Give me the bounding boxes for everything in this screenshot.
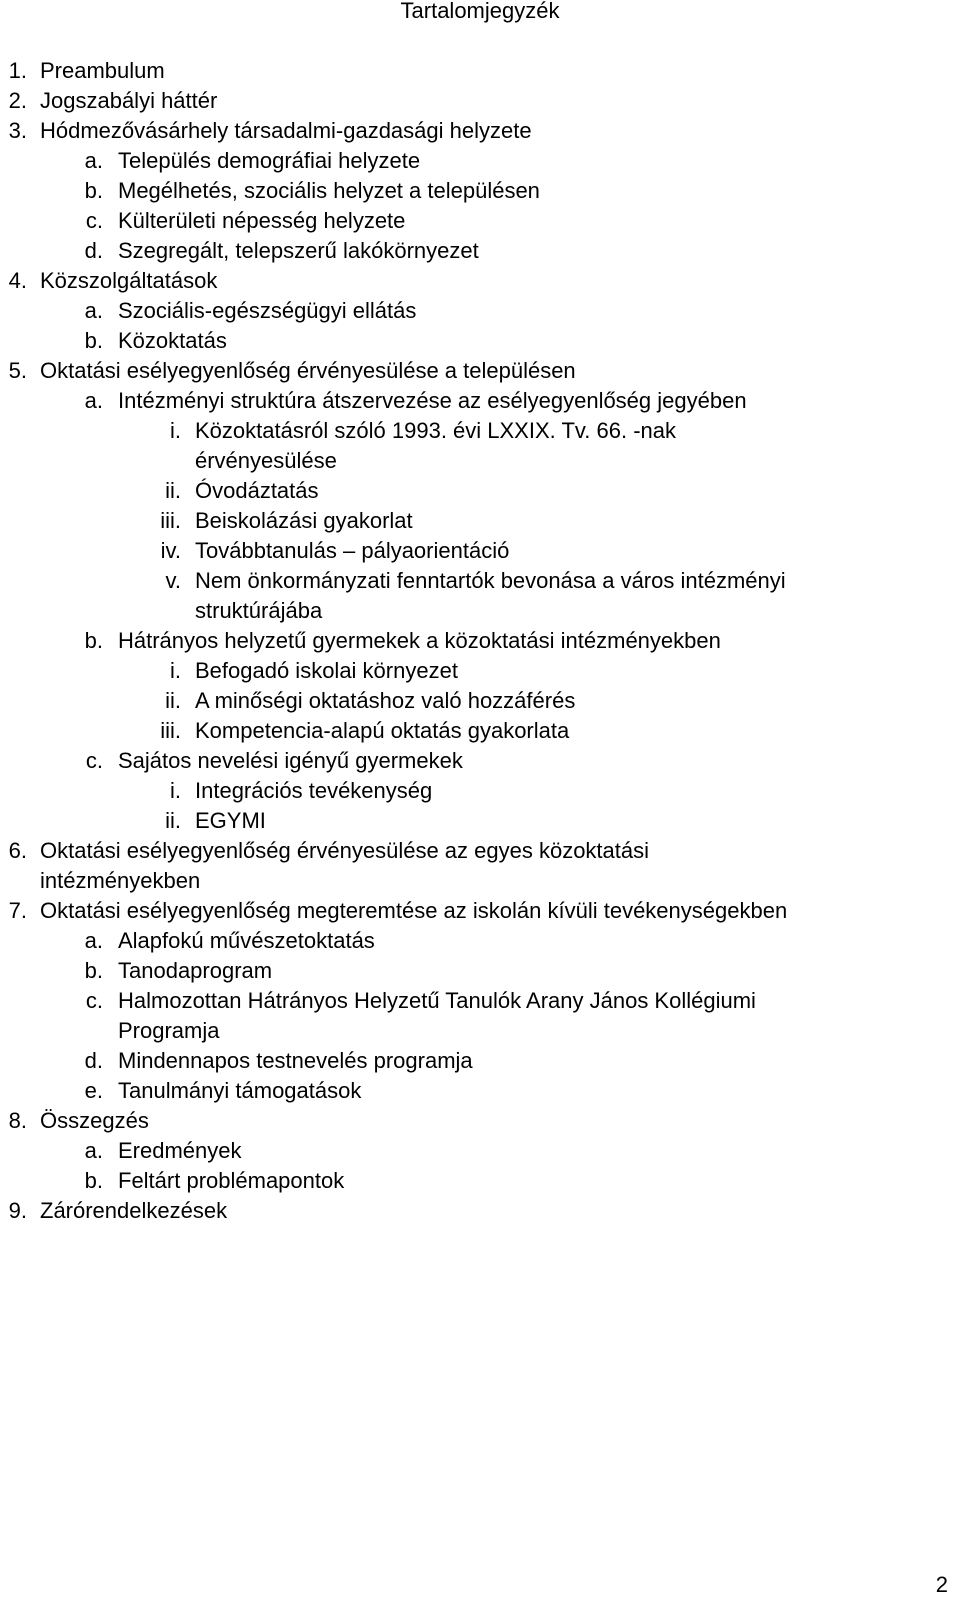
toc-entry-number: a. (84, 388, 103, 413)
toc-entry-title-line: Mindennapos testnevelés programja (118, 1048, 473, 1073)
toc-entry-number: 4. (8, 268, 27, 293)
toc-entry[interactable] (0, 716, 960, 746)
toc-entry-number: 8. (8, 1108, 27, 1133)
toc-entry-title-line: Kompetencia-alapú oktatás gyakorlata (195, 718, 570, 743)
table-of-contents (0, 56, 960, 1226)
toc-entry-number: a. (84, 148, 103, 173)
toc-entry-number: iii. (160, 508, 181, 533)
toc-entry-title-line: Óvodáztatás (195, 478, 319, 503)
toc-entry[interactable] (0, 656, 960, 686)
toc-entry-title (118, 1046, 473, 1076)
toc-entry-title (40, 1106, 149, 1136)
toc-entry[interactable] (0, 806, 960, 836)
toc-entry-title-line: Nem önkormányzati fenntartók bevonása a város intézményi (195, 568, 786, 593)
toc-entry[interactable] (0, 1166, 960, 1196)
toc-entry-number: e. (84, 1078, 103, 1103)
toc-entry-title (118, 1136, 242, 1166)
toc-entry[interactable] (0, 206, 960, 236)
toc-entry-number: b. (84, 328, 103, 353)
toc-entry[interactable] (0, 266, 960, 296)
toc-entry-title (195, 566, 786, 626)
toc-entry-title (195, 476, 319, 506)
toc-entry-title-line: Továbbtanulás – pályaorientáció (195, 538, 510, 563)
toc-entry[interactable] (0, 566, 960, 626)
toc-entry-number: iv. (160, 538, 181, 563)
toc-entry[interactable] (0, 956, 960, 986)
toc-entry-number: 9. (8, 1198, 27, 1223)
toc-entry-title-line: Külterületi népesség helyzete (118, 208, 406, 233)
toc-entry[interactable] (0, 296, 960, 326)
toc-entry-title (118, 146, 420, 176)
toc-entry[interactable] (0, 326, 960, 356)
toc-entry[interactable] (0, 836, 960, 896)
toc-entry[interactable] (0, 1196, 960, 1226)
toc-entry-title-line: Zárórendelkezések (40, 1198, 228, 1223)
toc-entry-title (40, 836, 649, 896)
toc-entry-title (118, 386, 747, 416)
toc-entry-title-line: Programja (118, 1018, 220, 1043)
toc-entry-title (195, 716, 569, 746)
toc-entry-number: iii. (160, 718, 181, 743)
toc-entry-title (195, 506, 413, 536)
toc-entry-title (118, 326, 227, 356)
toc-entry-title-line: Szociális-egészségügyi ellátás (118, 298, 417, 323)
toc-entry[interactable] (0, 416, 960, 476)
toc-entry-title-line: Oktatási esélyegyenlőség érvényesülése az egyes közoktatási (40, 838, 650, 863)
toc-entry-title-line: Halmozottan Hátrányos Helyzetű Tanulók Arany János Kollégiumi (118, 988, 756, 1013)
toc-entry-title (195, 656, 458, 686)
toc-entry[interactable] (0, 776, 960, 806)
toc-entry[interactable] (0, 146, 960, 176)
toc-entry-number: 3. (8, 118, 27, 143)
toc-entry[interactable] (0, 506, 960, 536)
toc-entry-title (118, 956, 272, 986)
toc-entry-number: c. (85, 748, 103, 773)
toc-entry[interactable] (0, 1076, 960, 1106)
toc-entry-number: ii. (165, 478, 181, 503)
toc-entry-title (118, 1166, 344, 1196)
toc-entry-number: ii. (165, 808, 181, 833)
toc-entry-title-line: Feltárt problémapontok (118, 1168, 345, 1193)
toc-entry-title-line: intézményekben (40, 868, 201, 893)
toc-entry[interactable] (0, 926, 960, 956)
toc-entry-title-line: Közszolgáltatások (40, 268, 218, 293)
toc-entry-title-line: Szegregált, telepszerű lakókörnyezet (118, 238, 479, 263)
toc-entry-title (195, 686, 575, 716)
toc-entry-number: d. (84, 238, 103, 263)
toc-entry[interactable] (0, 1106, 960, 1136)
toc-entry[interactable] (0, 986, 960, 1046)
toc-entry-title (40, 356, 576, 386)
toc-entry-title (40, 896, 787, 926)
toc-entry[interactable] (0, 896, 960, 926)
toc-entry-number: a. (84, 928, 103, 953)
toc-entry[interactable] (0, 746, 960, 776)
toc-entry-title (118, 206, 405, 236)
toc-entry[interactable] (0, 236, 960, 266)
toc-entry[interactable] (0, 686, 960, 716)
toc-entry[interactable] (0, 476, 960, 506)
toc-entry-title-line: Hódmezővásárhely társadalmi-gazdasági helyzete (40, 118, 532, 143)
toc-entry-title-line: Település demográfiai helyzete (118, 148, 421, 173)
toc-entry[interactable] (0, 1046, 960, 1076)
toc-entry-number: 1. (8, 58, 27, 83)
toc-entry-number: b. (84, 178, 103, 203)
toc-entry-title-line: Alapfokú művészetoktatás (118, 928, 375, 953)
toc-entry-title (118, 236, 479, 266)
toc-entry-title (195, 806, 266, 836)
toc-entry-number: ii. (165, 688, 181, 713)
toc-entry-title-line: Jogszabályi háttér (40, 88, 218, 113)
toc-entry-title-line: struktúrájába (195, 598, 323, 623)
toc-entry-title (195, 416, 676, 476)
page-number: 2 (935, 1572, 948, 1597)
toc-entry[interactable] (0, 626, 960, 656)
toc-entry-title-line: Befogadó iskolai környezet (195, 658, 458, 683)
toc-entry-title-line: Preambulum (40, 58, 165, 83)
toc-entry[interactable] (0, 536, 960, 566)
toc-entry-title-suffix: -nak (627, 418, 677, 443)
toc-entry-title (40, 1196, 227, 1226)
toc-entry-title (40, 266, 217, 296)
toc-entry-title-line: Tanodaprogram (118, 958, 273, 983)
toc-entry-title-line: Beiskolázási gyakorlat (195, 508, 413, 533)
toc-entry-number: c. (85, 988, 103, 1013)
page-title: Tartalomjegyzék (400, 0, 560, 23)
toc-entry-title-line: Intézményi struktúra átszervezése az esélyegyenlőség jegyében (118, 388, 747, 413)
toc-entry-title-line: Eredmények (118, 1138, 242, 1163)
toc-entry-number: a. (84, 298, 103, 323)
toc-entry-title-line: Integrációs tevékenység (195, 778, 433, 803)
toc-entry-number: 2. (8, 88, 27, 113)
toc-entry-title (118, 746, 463, 776)
toc-entry[interactable] (0, 86, 960, 116)
toc-entry-title-line: EGYMI (195, 808, 266, 833)
toc-entry-number: i. (170, 658, 181, 683)
toc-entry-title-line: Sajátos nevelési igényű gyermekek (118, 748, 463, 773)
toc-entry-number: v. (165, 568, 181, 593)
toc-entry[interactable] (0, 176, 960, 206)
toc-entry-title (118, 1076, 361, 1106)
toc-entry-title-line: Oktatási esélyegyenlőség érvényesülése a településen (40, 358, 576, 383)
toc-entry-title-line: Összegzés (40, 1108, 149, 1133)
toc-entry-number: b. (84, 958, 103, 983)
toc-entry-title-line: Megélhetés, szociális helyzet a településen (118, 178, 540, 203)
toc-entry-title-line: Hátrányos helyzetű gyermekek a közoktatási intézményekben (118, 628, 721, 653)
toc-entry-title-line: Tanulmányi támogatások (118, 1078, 362, 1103)
toc-entry[interactable] (0, 386, 960, 416)
toc-entry[interactable] (0, 116, 960, 146)
toc-entry-title (118, 296, 416, 326)
toc-entry-number: b. (84, 628, 103, 653)
toc-entry-number: 5. (8, 358, 27, 383)
toc-entry[interactable] (0, 56, 960, 86)
toc-entry-title-line: Közoktatásról szóló 1993. évi LXXIX. Tv. 66. (195, 418, 628, 443)
toc-entry-title (118, 926, 375, 956)
toc-entry-title (40, 56, 165, 86)
toc-entry-title-line: A minőségi oktatáshoz való hozzáférés (195, 688, 576, 713)
toc-entry-title (195, 536, 509, 566)
toc-entry-number: a. (84, 1138, 103, 1163)
toc-entry-number: i. (170, 778, 181, 803)
toc-entry[interactable] (0, 1136, 960, 1166)
toc-entry-title (195, 776, 432, 806)
toc-entry-number: 6. (8, 838, 27, 863)
toc-entry-title-line: Közoktatás (118, 328, 227, 353)
toc-entry-number: d. (84, 1048, 103, 1073)
toc-entry-title (40, 116, 532, 146)
toc-entry-title (118, 986, 756, 1046)
toc-entry-number: i. (170, 418, 181, 443)
toc-entry-title (40, 86, 217, 116)
toc-entry[interactable] (0, 356, 960, 386)
toc-entry-title-line: Oktatási esélyegyenlőség megteremtése az iskolán kívüli tevékenységekben (40, 898, 788, 923)
toc-entry-title-line: érvényesülése (195, 448, 337, 473)
toc-entry-number: 7. (8, 898, 27, 923)
toc-entry-number: c. (85, 208, 103, 233)
toc-entry-title (118, 626, 721, 656)
toc-entry-number: b. (84, 1168, 103, 1193)
toc-entry-title (118, 176, 540, 206)
